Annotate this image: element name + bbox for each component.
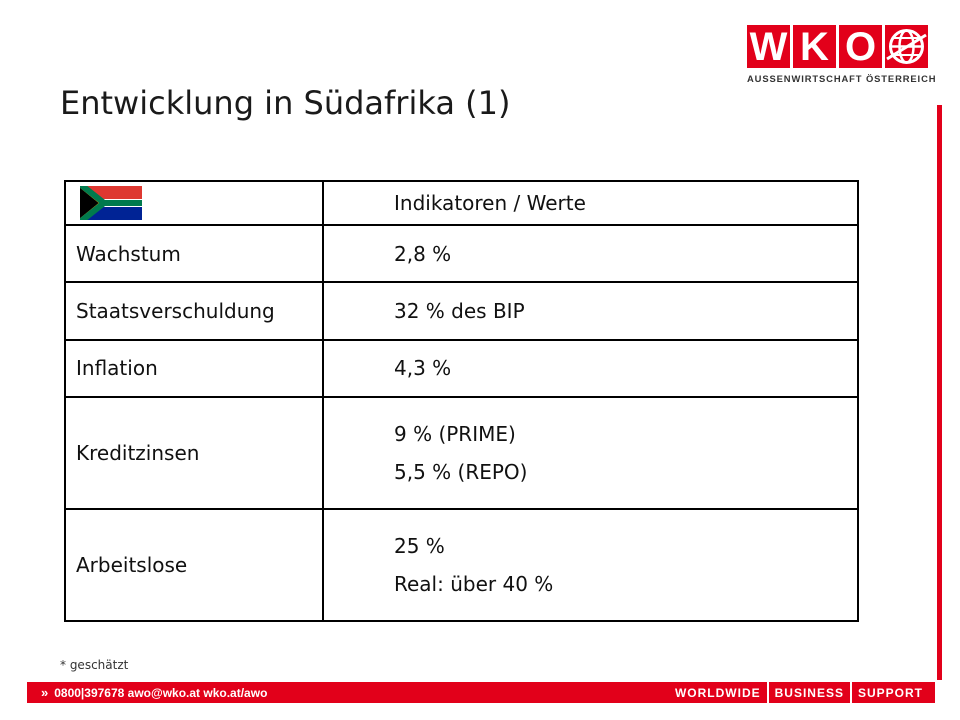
flag-cell (65, 181, 323, 225)
globe-icon (885, 25, 928, 68)
table-row (65, 340, 858, 397)
logo-subtitle: AUSSENWIRTSCHAFT ÖSTERREICH (747, 73, 937, 84)
indicator-cell: Inflation (65, 340, 323, 397)
value-cell (323, 225, 858, 282)
tagline-support: SUPPORT (857, 685, 923, 700)
value-line: 32 % des BIP (394, 299, 525, 324)
tagline-business: BUSINESS (774, 685, 844, 700)
value-line: 4,3 % (394, 356, 452, 381)
value-cell (323, 397, 858, 509)
page-title: Entwicklung in Südafrika (1) (60, 84, 511, 122)
table-row (65, 225, 858, 282)
footnote: * geschätzt (60, 658, 129, 672)
indicator-cell: Kreditzinsen (65, 397, 323, 509)
south-africa-flag-icon (80, 186, 142, 220)
value-cell (323, 509, 858, 621)
indicator-table (64, 180, 859, 622)
table-row (65, 509, 858, 621)
value-cell (323, 340, 858, 397)
logo-letter-w: W (747, 25, 790, 68)
footer-contact-text: 0800|397678 awo@wko.at wko.at/awo (54, 685, 268, 700)
footer-contact (27, 685, 267, 700)
header-value-cell: Indikatoren / Werte (323, 181, 858, 225)
tagline-worldwide: WORLDWIDE (674, 685, 761, 700)
table-row (65, 397, 858, 509)
wko-logo (747, 24, 937, 87)
value-line: 9 % (PRIME) (394, 422, 516, 447)
value-cell (323, 282, 858, 339)
value-line: Real: über 40 % (394, 572, 554, 597)
logo-letter-k: K (793, 25, 836, 68)
footer-bar (27, 682, 935, 703)
value-line: 25 % (394, 534, 445, 559)
footer-tagline (669, 682, 935, 703)
logo-letter-o: O (839, 25, 882, 68)
double-chevron-right-icon: » (41, 685, 49, 700)
value-line: 5,5 % (REPO) (394, 460, 528, 485)
value-line: 2,8 % (394, 241, 452, 266)
indicator-cell: Wachstum (65, 225, 323, 282)
table-row (65, 282, 858, 339)
table-header-row (65, 181, 858, 225)
indicator-cell: Arbeitslose (65, 509, 323, 621)
right-accent-line (937, 105, 942, 680)
indicator-cell: Staatsverschuldung (65, 282, 323, 339)
